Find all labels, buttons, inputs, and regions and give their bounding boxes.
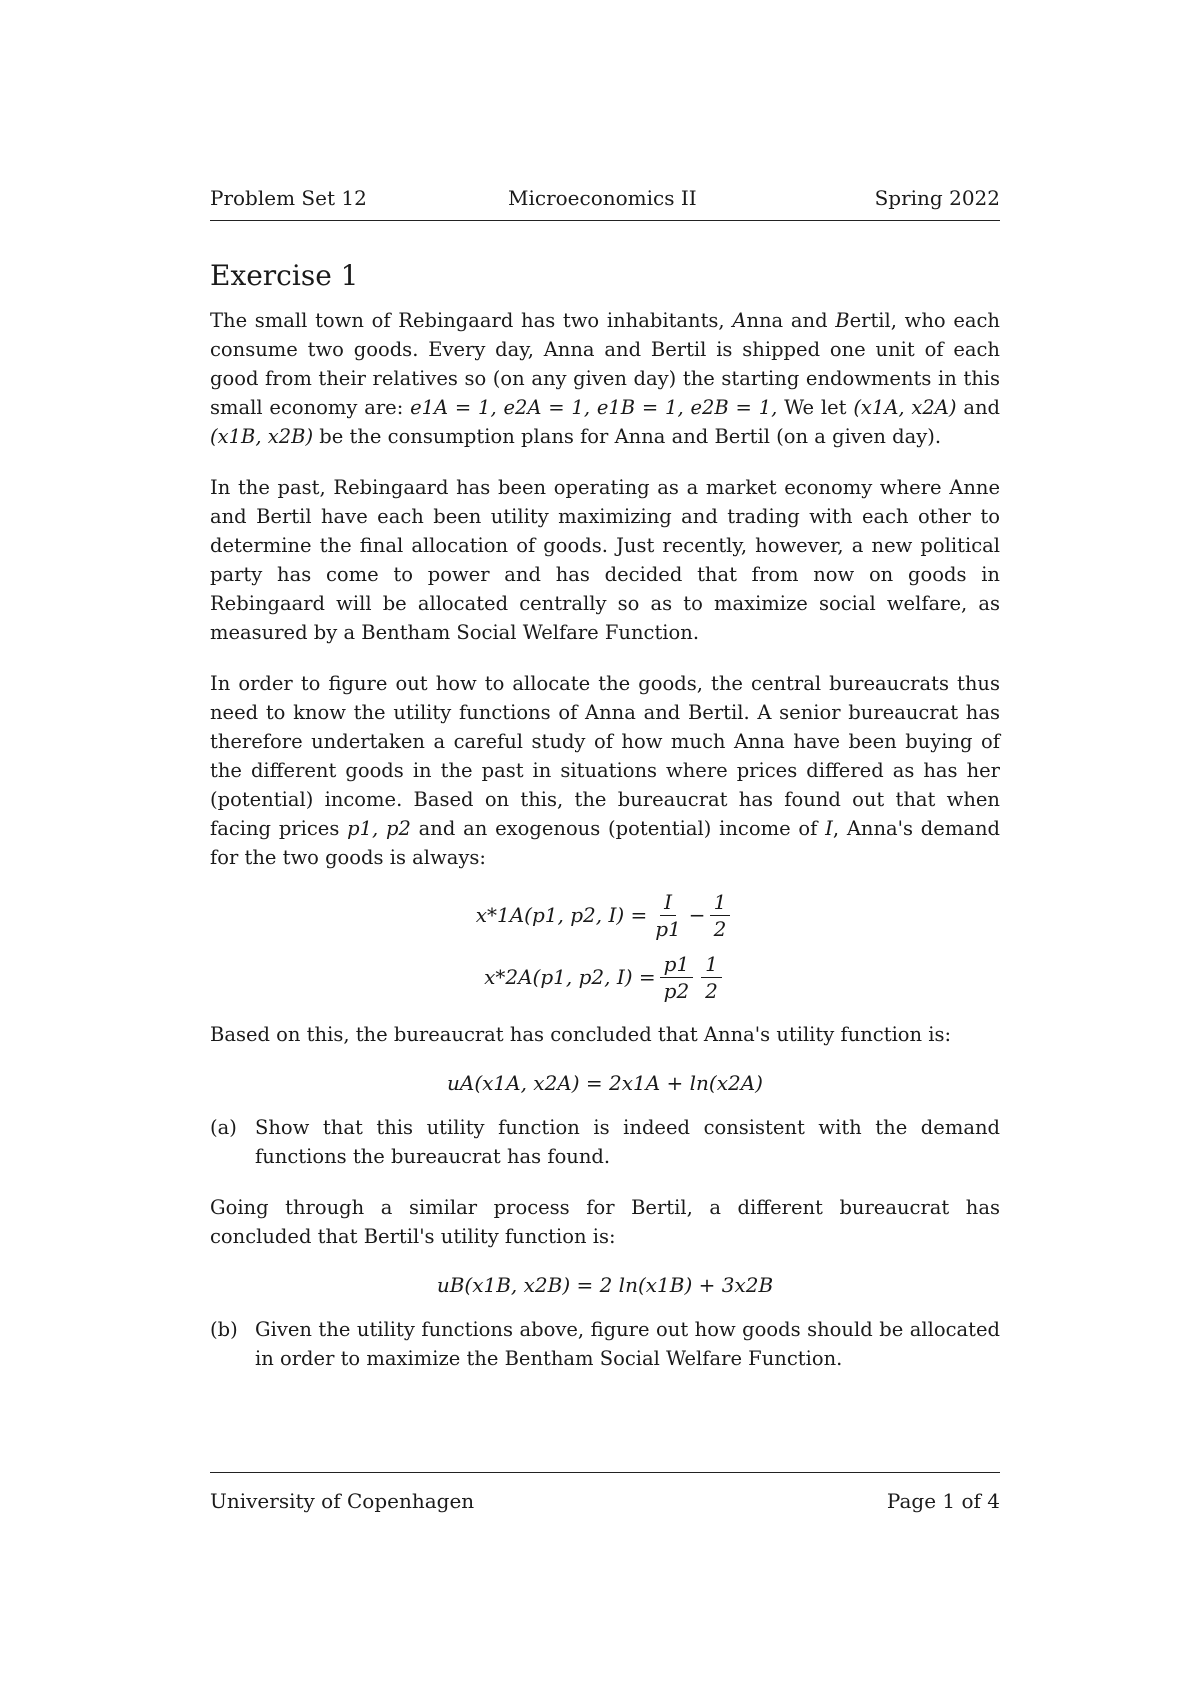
utility-function-bertil: uB(x1B, x2B) = 2 ln(x1B) + 3x2B bbox=[436, 1273, 774, 1297]
fraction bbox=[701, 951, 722, 1004]
header-term: Spring 2022 bbox=[874, 186, 1000, 210]
question-a bbox=[210, 1113, 1000, 1171]
consumption-plan-anna: (x1A, x2A) bbox=[853, 396, 957, 419]
question-text: Show that this utility function is indeed consistent with the demand functions the bureaucrat has found. bbox=[255, 1116, 1000, 1168]
text-span: be the consumption plans for Anna and Bertil (on a given day). bbox=[313, 425, 942, 448]
demand-equation-good1 bbox=[210, 884, 1000, 946]
prices-math: p1, p2 bbox=[347, 817, 411, 840]
text-span: nna and bbox=[746, 309, 836, 332]
fraction-denominator: p2 bbox=[663, 978, 690, 1003]
math-span: B bbox=[835, 309, 850, 332]
footer-page-number: Page 1 of 4 bbox=[886, 1489, 1000, 1513]
equation-lhs: x*1A(p1, p2, I) = bbox=[475, 903, 648, 927]
fraction-denominator: p1 bbox=[655, 916, 681, 941]
demand-equations bbox=[210, 884, 1000, 1008]
fraction-numerator: 1 bbox=[710, 889, 731, 916]
fraction-numerator: p1 bbox=[660, 951, 694, 978]
document-page bbox=[210, 180, 1000, 1373]
question-marker: (a) bbox=[210, 1116, 237, 1139]
paragraph-study bbox=[210, 669, 1000, 872]
question-text: Given the utility functions above, figure out how goods should be allocated in order to maximize the Bentham Social Welfare Function. bbox=[255, 1318, 1000, 1370]
fraction bbox=[710, 889, 731, 942]
page-footer bbox=[210, 1472, 1000, 1513]
math-span: A bbox=[732, 309, 747, 332]
endowments-math: e1A = 1, e2A = 1, e1B = 1, e2B = 1, bbox=[410, 396, 778, 419]
footer-institution: University of Copenhagen bbox=[210, 1489, 475, 1513]
equation-lhs: x*2A(p1, p2, I) = bbox=[484, 965, 656, 989]
question-marker: (b) bbox=[210, 1318, 238, 1341]
income-math: I bbox=[825, 817, 833, 840]
fraction-denominator: 2 bbox=[705, 978, 718, 1003]
text-span: The small town of Rebingaard has two inhabitants, bbox=[210, 309, 733, 332]
demand-equation-good2 bbox=[210, 946, 1000, 1008]
fraction bbox=[660, 951, 694, 1004]
text-span: and an exogenous (potential) income of bbox=[410, 817, 826, 840]
text-span: In order to figure out how to allocate the goods, the central bureaucrats thus need to know the utility functions of Anna and Bertil. A senior bureaucrat has therefore undertaken a careful study of how much Anna have been buying of the different goods in the past in situations where prices differed as has her (potential) income. Based on this, the bureaucrat has found out that when facing prices bbox=[210, 672, 1000, 840]
paragraph-intro bbox=[210, 306, 1000, 451]
page-header bbox=[210, 180, 1000, 221]
text-span: , Anna's demand for the two goods is always: bbox=[210, 817, 1000, 869]
fraction-denominator: 2 bbox=[713, 916, 727, 941]
paragraph-conclusion-anna: Based on this, the bureaucrat has concluded that Anna's utility function is: bbox=[210, 1023, 952, 1046]
header-course-set: Problem Set 12 bbox=[210, 186, 367, 210]
header-course-name: Microeconomics II bbox=[508, 186, 697, 210]
consumption-plan-bertil: (x1B, x2B) bbox=[210, 425, 314, 448]
fraction-numerator: I bbox=[660, 889, 676, 916]
fraction-numerator: 1 bbox=[701, 951, 722, 978]
text-span: We let bbox=[777, 396, 854, 419]
utility-function-anna: uA(x1A, x2A) = 2x1A + ln(x2A) bbox=[447, 1071, 763, 1095]
paragraph-history: In the past, Rebingaard has been operating as a market economy where Anne and Bertil have each been utility maximizing and trading with each other to determine the final allocation of goods. Just recently, however, a new political party has come to power and has decided that from now on goods in Rebingaard will be allocated centrally so as to maximize social welfare, as measured by a Bentham Social Welfare Function. bbox=[210, 476, 1000, 644]
paragraph-bertil: Going through a similar process for Bertil, a different bureaucrat has concluded that Bertil's utility function is: bbox=[210, 1196, 1000, 1248]
question-b bbox=[210, 1315, 1000, 1373]
fraction bbox=[651, 889, 685, 942]
exercise-title: Exercise 1 bbox=[210, 259, 359, 292]
text-span: ertil, who each consume two goods. Every day, Anna and Bertil is shipped one unit of each good from their relatives so (on any given day) the starting endowments in this small economy are: bbox=[210, 309, 1000, 419]
minus-sign: − bbox=[688, 903, 706, 927]
text-span: and bbox=[956, 396, 1000, 419]
